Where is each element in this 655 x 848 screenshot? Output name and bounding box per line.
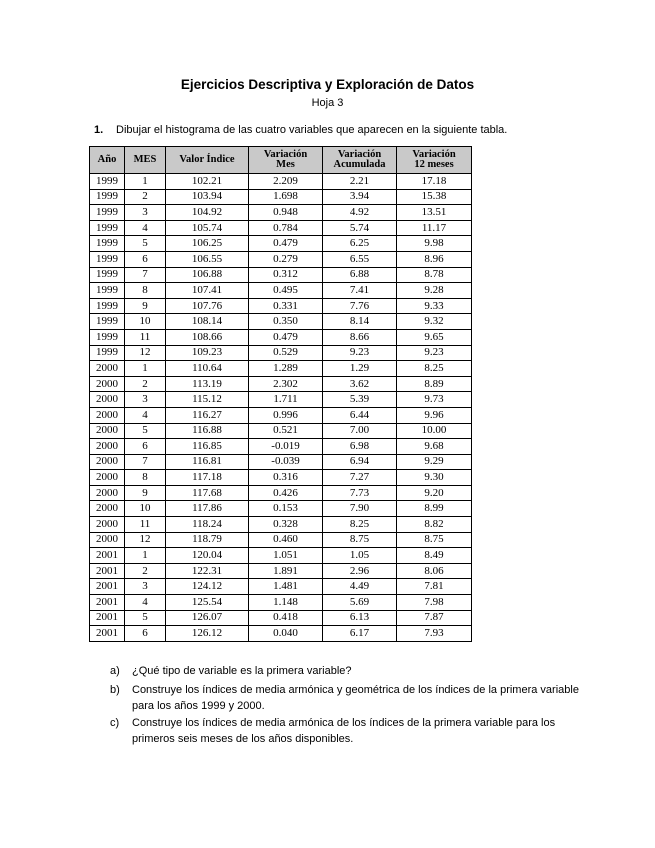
- table-cell: 0.316: [249, 470, 323, 486]
- table-cell: 0.350: [249, 314, 323, 330]
- table-cell: 7.41: [323, 283, 397, 299]
- table-cell: 2.302: [249, 376, 323, 392]
- table-cell: 9.30: [397, 470, 472, 486]
- question-1-text: Dibujar el histograma de las cuatro variables que aparecen en la siguiente tabla.: [116, 124, 508, 136]
- page-title: Ejercicios Descriptiva y Exploración de Datos: [180, 77, 475, 92]
- table-cell: 1.05: [323, 548, 397, 564]
- table-cell: 0.521: [249, 423, 323, 439]
- table-cell: 9.33: [397, 298, 472, 314]
- table-cell: 10: [125, 501, 166, 517]
- table-cell: -0.039: [249, 454, 323, 470]
- table-row: [90, 501, 472, 517]
- table-row: [90, 532, 472, 548]
- table-cell: 8: [125, 470, 166, 486]
- table-row: [90, 485, 472, 501]
- table-cell: 1999: [90, 220, 125, 236]
- table-cell: 117.68: [166, 485, 249, 501]
- table-cell: 9.65: [397, 329, 472, 345]
- table-cell: 107.76: [166, 298, 249, 314]
- table-cell: 9.29: [397, 454, 472, 470]
- table-cell: 0.153: [249, 501, 323, 517]
- table-cell: 1999: [90, 329, 125, 345]
- table-cell: 6: [125, 626, 166, 642]
- table-cell: 116.27: [166, 407, 249, 423]
- table-cell: 15.38: [397, 189, 472, 205]
- table-cell: -0.019: [249, 439, 323, 455]
- table-header-row: [90, 147, 472, 174]
- table-cell: 1999: [90, 251, 125, 267]
- table-cell: 2000: [90, 376, 125, 392]
- table-cell: 13.51: [397, 205, 472, 221]
- table-cell: 2001: [90, 563, 125, 579]
- table-cell: 9.23: [323, 345, 397, 361]
- table-cell: 5.39: [323, 392, 397, 408]
- table-cell: 5: [125, 236, 166, 252]
- table-cell: 1999: [90, 236, 125, 252]
- column-header-line: 12 meses: [414, 159, 454, 170]
- table-cell: 2: [125, 563, 166, 579]
- table-cell: 106.88: [166, 267, 249, 283]
- table-cell: 8.99: [397, 501, 472, 517]
- table-cell: 4: [125, 220, 166, 236]
- table-cell: 5: [125, 423, 166, 439]
- table-cell: 0.328: [249, 517, 323, 533]
- table-cell: 3.62: [323, 376, 397, 392]
- column-header-line: Acumulada: [333, 159, 386, 170]
- table-row: [90, 251, 472, 267]
- subquestion-label: a): [110, 665, 120, 677]
- column-header-line: Variación: [412, 149, 456, 160]
- table-row: [90, 376, 472, 392]
- table-cell: 3: [125, 579, 166, 595]
- column-header: [125, 147, 166, 174]
- table-cell: 8.75: [323, 532, 397, 548]
- table-cell: 117.18: [166, 470, 249, 486]
- table-cell: 1.698: [249, 189, 323, 205]
- table-cell: 8.14: [323, 314, 397, 330]
- table-cell: 9.96: [397, 407, 472, 423]
- table-cell: 2.21: [323, 174, 397, 190]
- table-cell: 12: [125, 345, 166, 361]
- table-cell: 9.98: [397, 236, 472, 252]
- table-cell: 11: [125, 517, 166, 533]
- table-cell: 1.148: [249, 595, 323, 611]
- table-cell: 4.49: [323, 579, 397, 595]
- table-cell: 0.479: [249, 329, 323, 345]
- table-cell: 7.73: [323, 485, 397, 501]
- table-row: [90, 517, 472, 533]
- table-cell: 1.481: [249, 579, 323, 595]
- table-cell: 10: [125, 314, 166, 330]
- table-cell: 2000: [90, 517, 125, 533]
- table-cell: 5.74: [323, 220, 397, 236]
- table-cell: 108.66: [166, 329, 249, 345]
- table-row: [90, 174, 472, 190]
- table-cell: 8.66: [323, 329, 397, 345]
- table-cell: 9.73: [397, 392, 472, 408]
- column-header: [166, 147, 249, 174]
- table-cell: 1.711: [249, 392, 323, 408]
- table-cell: 124.12: [166, 579, 249, 595]
- table-cell: 3: [125, 205, 166, 221]
- table-row: [90, 329, 472, 345]
- table-cell: 117.86: [166, 501, 249, 517]
- table-cell: 2.96: [323, 563, 397, 579]
- table-cell: 9.23: [397, 345, 472, 361]
- table-cell: 8.82: [397, 517, 472, 533]
- table-cell: 6: [125, 251, 166, 267]
- table-cell: 1: [125, 174, 166, 190]
- table-cell: 9.68: [397, 439, 472, 455]
- table-cell: 120.04: [166, 548, 249, 564]
- column-header-line: Variación: [263, 149, 308, 160]
- table-cell: 2: [125, 189, 166, 205]
- table-row: [90, 205, 472, 221]
- table-cell: 1999: [90, 205, 125, 221]
- table-cell: 116.81: [166, 454, 249, 470]
- table-cell: 2000: [90, 392, 125, 408]
- table-cell: 8.06: [397, 563, 472, 579]
- table-cell: 7: [125, 267, 166, 283]
- table-row: [90, 595, 472, 611]
- table-cell: 8.78: [397, 267, 472, 283]
- table-cell: 0.529: [249, 345, 323, 361]
- table-cell: 6.94: [323, 454, 397, 470]
- table-cell: 107.41: [166, 283, 249, 299]
- table-cell: 110.64: [166, 361, 249, 377]
- table-cell: 109.23: [166, 345, 249, 361]
- table-cell: 1.051: [249, 548, 323, 564]
- table-cell: 2000: [90, 361, 125, 377]
- table-row: [90, 407, 472, 423]
- table-cell: 0.040: [249, 626, 323, 642]
- table-cell: 0.312: [249, 267, 323, 283]
- table-cell: 0.426: [249, 485, 323, 501]
- column-header-line: Mes: [276, 159, 295, 170]
- table-cell: 1999: [90, 267, 125, 283]
- table-cell: 2000: [90, 470, 125, 486]
- table-cell: 0.784: [249, 220, 323, 236]
- table-cell: 7.98: [397, 595, 472, 611]
- table-row: [90, 236, 472, 252]
- table-body: [90, 174, 472, 642]
- table-cell: 2001: [90, 626, 125, 642]
- table-cell: 122.31: [166, 563, 249, 579]
- table-cell: 1999: [90, 298, 125, 314]
- table-cell: 2: [125, 376, 166, 392]
- table-row: [90, 189, 472, 205]
- table-cell: 7: [125, 454, 166, 470]
- table-row: [90, 314, 472, 330]
- table-cell: 7.93: [397, 626, 472, 642]
- subquestion-label: c): [110, 717, 120, 729]
- table-row: [90, 267, 472, 283]
- table-row: [90, 220, 472, 236]
- table-row: [90, 579, 472, 595]
- column-header: [397, 147, 472, 174]
- table-cell: 8: [125, 283, 166, 299]
- table-cell: 116.85: [166, 439, 249, 455]
- table-cell: 1999: [90, 345, 125, 361]
- table-row: [90, 610, 472, 626]
- table-cell: 6.55: [323, 251, 397, 267]
- table-row: [90, 548, 472, 564]
- table-cell: 1999: [90, 189, 125, 205]
- question-1: [94, 124, 507, 136]
- subquestion-text: Construye los índices de media armónica de los índices de la primera variable para los primeros seis meses de los años disponibles.: [132, 717, 556, 745]
- table-row: [90, 345, 472, 361]
- table-cell: 118.24: [166, 517, 249, 533]
- table-cell: 11.17: [397, 220, 472, 236]
- table-cell: 113.19: [166, 376, 249, 392]
- table-cell: 9.20: [397, 485, 472, 501]
- table-row: [90, 283, 472, 299]
- column-header-line: Año: [97, 154, 117, 165]
- table-cell: 2.209: [249, 174, 323, 190]
- table-cell: 1.29: [323, 361, 397, 377]
- table-cell: 1: [125, 361, 166, 377]
- table-cell: 103.94: [166, 189, 249, 205]
- table-cell: 7.27: [323, 470, 397, 486]
- table-cell: 9.28: [397, 283, 472, 299]
- column-header-line: Variación: [337, 149, 382, 160]
- table-cell: 0.279: [249, 251, 323, 267]
- table-cell: 1999: [90, 283, 125, 299]
- table-cell: 7.76: [323, 298, 397, 314]
- table-cell: 0.418: [249, 610, 323, 626]
- table-cell: 7.90: [323, 501, 397, 517]
- column-header: [249, 147, 323, 174]
- table-cell: 7.81: [397, 579, 472, 595]
- table-cell: 104.92: [166, 205, 249, 221]
- table-cell: 4: [125, 407, 166, 423]
- table-cell: 2000: [90, 423, 125, 439]
- table-cell: 5: [125, 610, 166, 626]
- table-cell: 2000: [90, 407, 125, 423]
- table-cell: 0.331: [249, 298, 323, 314]
- table-cell: 11: [125, 329, 166, 345]
- table-cell: 6: [125, 439, 166, 455]
- table-cell: 0.948: [249, 205, 323, 221]
- table-cell: 6.25: [323, 236, 397, 252]
- table-cell: 4.92: [323, 205, 397, 221]
- table-cell: 118.79: [166, 532, 249, 548]
- table-cell: 2000: [90, 485, 125, 501]
- table-cell: 1.891: [249, 563, 323, 579]
- table-cell: 2001: [90, 579, 125, 595]
- table-row: [90, 423, 472, 439]
- column-header-line: Valor Índice: [179, 154, 235, 165]
- table-cell: 8.96: [397, 251, 472, 267]
- subquestion-label: b): [110, 684, 120, 696]
- table-cell: 0.495: [249, 283, 323, 299]
- table-cell: 8.75: [397, 532, 472, 548]
- table-cell: 126.12: [166, 626, 249, 642]
- table-cell: 2001: [90, 548, 125, 564]
- table-cell: 1.289: [249, 361, 323, 377]
- table-row: [90, 439, 472, 455]
- table-cell: 102.21: [166, 174, 249, 190]
- table-row: [90, 361, 472, 377]
- table-cell: 0.996: [249, 407, 323, 423]
- table-cell: 3.94: [323, 189, 397, 205]
- page-subtitle: Hoja 3: [311, 97, 344, 109]
- table-cell: 7.87: [397, 610, 472, 626]
- table-cell: 6.13: [323, 610, 397, 626]
- table-cell: 8.25: [397, 361, 472, 377]
- table-cell: 17.18: [397, 174, 472, 190]
- table-cell: 10.00: [397, 423, 472, 439]
- table-cell: 2000: [90, 454, 125, 470]
- table-cell: 105.74: [166, 220, 249, 236]
- table-cell: 125.54: [166, 595, 249, 611]
- table-cell: 5.69: [323, 595, 397, 611]
- table-cell: 9.32: [397, 314, 472, 330]
- table-cell: 6.17: [323, 626, 397, 642]
- table-row: [90, 298, 472, 314]
- table-cell: 0.460: [249, 532, 323, 548]
- table-cell: 1999: [90, 174, 125, 190]
- table-cell: 9: [125, 485, 166, 501]
- table-cell: 8.25: [323, 517, 397, 533]
- table-cell: 2001: [90, 595, 125, 611]
- table-row: [90, 392, 472, 408]
- table-cell: 0.479: [249, 236, 323, 252]
- table-cell: 2001: [90, 610, 125, 626]
- table-cell: 8.89: [397, 376, 472, 392]
- table-cell: 6.98: [323, 439, 397, 455]
- table-cell: 106.25: [166, 236, 249, 252]
- column-header: [323, 147, 397, 174]
- table-cell: 7.00: [323, 423, 397, 439]
- subquestion-text: ¿Qué tipo de variable es la primera variable?: [132, 665, 352, 677]
- subquestion-text: Construye los índices de media armónica y geométrica de los índices de la primera variable para los años 1999 y 2000.: [132, 684, 579, 712]
- table-row: [90, 470, 472, 486]
- table-cell: 108.14: [166, 314, 249, 330]
- table-cell: 8.49: [397, 548, 472, 564]
- question-1-number: 1.: [94, 124, 104, 136]
- table-cell: 2000: [90, 439, 125, 455]
- column-header: [90, 147, 125, 174]
- data-table: [89, 146, 472, 642]
- table-cell: 116.88: [166, 423, 249, 439]
- table-row: [90, 563, 472, 579]
- table-cell: 3: [125, 392, 166, 408]
- table-cell: 6.88: [323, 267, 397, 283]
- table-cell: 1: [125, 548, 166, 564]
- table-cell: 115.12: [166, 392, 249, 408]
- table-cell: 4: [125, 595, 166, 611]
- table-cell: 1999: [90, 314, 125, 330]
- table-cell: 9: [125, 298, 166, 314]
- table-row: [90, 454, 472, 470]
- column-header-line: MES: [133, 154, 157, 165]
- table-cell: 126.07: [166, 610, 249, 626]
- table-row: [90, 626, 472, 642]
- table-cell: 2000: [90, 532, 125, 548]
- table-cell: 2000: [90, 501, 125, 517]
- table-cell: 106.55: [166, 251, 249, 267]
- table-cell: 12: [125, 532, 166, 548]
- table-cell: 6.44: [323, 407, 397, 423]
